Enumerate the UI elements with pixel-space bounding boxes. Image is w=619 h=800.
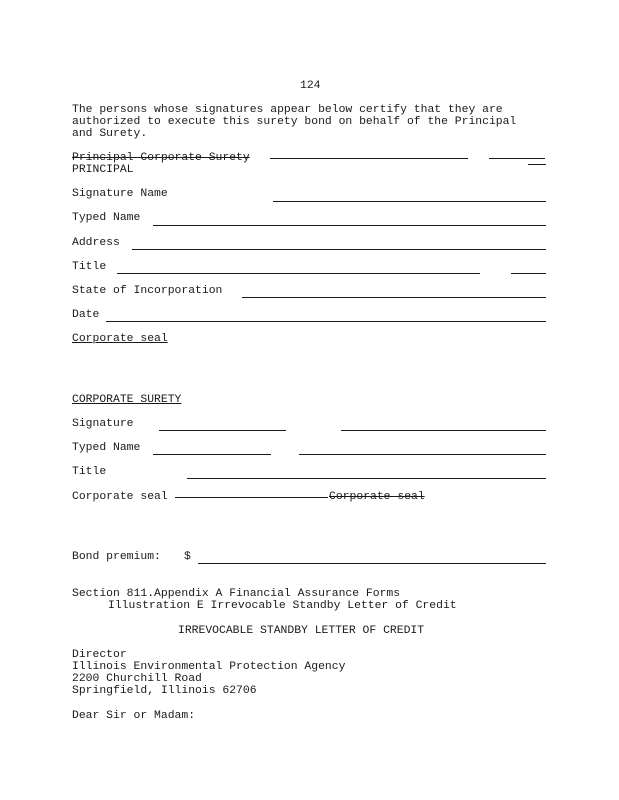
bond-premium-line[interactable] bbox=[198, 563, 546, 564]
principal-state-line[interactable] bbox=[242, 297, 546, 298]
principal-title-label: Title bbox=[72, 261, 107, 273]
surety-typed-name-label: Typed Name bbox=[72, 442, 141, 454]
bond-premium-label: Bond premium: bbox=[72, 551, 161, 563]
struck-principal-heading: Principal Corporate Surety bbox=[72, 152, 250, 164]
intro-line-1: The persons whose signatures appear below certify that they are bbox=[72, 104, 503, 116]
surety-typed-name-line-2[interactable] bbox=[299, 454, 546, 455]
section-line-1: Section 811.Appendix A Financial Assurance Forms bbox=[72, 588, 401, 600]
surety-signature-line-2[interactable] bbox=[341, 430, 546, 431]
principal-title-line-short[interactable] bbox=[511, 273, 546, 274]
section-line-2: Illustration E Irrevocable Standby Letter of Credit bbox=[108, 600, 457, 612]
principal-signature-line[interactable] bbox=[273, 201, 546, 202]
surety-seal-rule bbox=[175, 497, 328, 498]
intro-line-2: authorized to execute this surety bond on behalf of the Principal bbox=[72, 116, 517, 128]
principal-address-label: Address bbox=[72, 237, 120, 249]
principal-typed-name-line[interactable] bbox=[153, 225, 546, 226]
principal-date-label: Date bbox=[72, 309, 100, 321]
surety-title-label: Title bbox=[72, 466, 107, 478]
section-title: IRREVOCABLE STANDBY LETTER OF CREDIT bbox=[178, 625, 425, 637]
struck-heading-tick bbox=[528, 164, 546, 165]
principal-title-line[interactable] bbox=[117, 273, 480, 274]
surety-title-line[interactable] bbox=[187, 478, 546, 479]
principal-signature-label: Signature Name bbox=[72, 188, 168, 200]
address-line-1: Director bbox=[72, 649, 127, 661]
surety-typed-name-line[interactable] bbox=[153, 454, 271, 455]
intro-line-3: and Surety. bbox=[72, 128, 148, 140]
principal-state-label: State of Incorporation bbox=[72, 285, 223, 297]
bond-currency-symbol: $ bbox=[184, 551, 191, 563]
address-line-4: Springfield, Illinois 62706 bbox=[72, 685, 257, 697]
principal-address-line[interactable] bbox=[132, 249, 546, 250]
page-number: 124 bbox=[300, 80, 321, 92]
struck-surety-seal-label: Corporate seal bbox=[329, 491, 425, 503]
salutation: Dear Sir or Madam: bbox=[72, 710, 196, 722]
struck-heading-rule bbox=[270, 158, 468, 159]
address-line-2: Illinois Environmental Protection Agency bbox=[72, 661, 346, 673]
principal-typed-name-label: Typed Name bbox=[72, 212, 141, 224]
surety-seal-label: Corporate seal bbox=[72, 491, 168, 503]
surety-signature-line[interactable] bbox=[159, 430, 286, 431]
surety-signature-label: Signature bbox=[72, 418, 134, 430]
address-line-3: 2200 Churchill Road bbox=[72, 673, 202, 685]
principal-heading: PRINCIPAL bbox=[72, 164, 134, 176]
surety-heading: CORPORATE SURETY bbox=[72, 394, 182, 406]
struck-heading-rule-short bbox=[489, 158, 545, 159]
principal-date-line[interactable] bbox=[106, 321, 546, 322]
principal-seal-label: Corporate seal bbox=[72, 333, 168, 345]
